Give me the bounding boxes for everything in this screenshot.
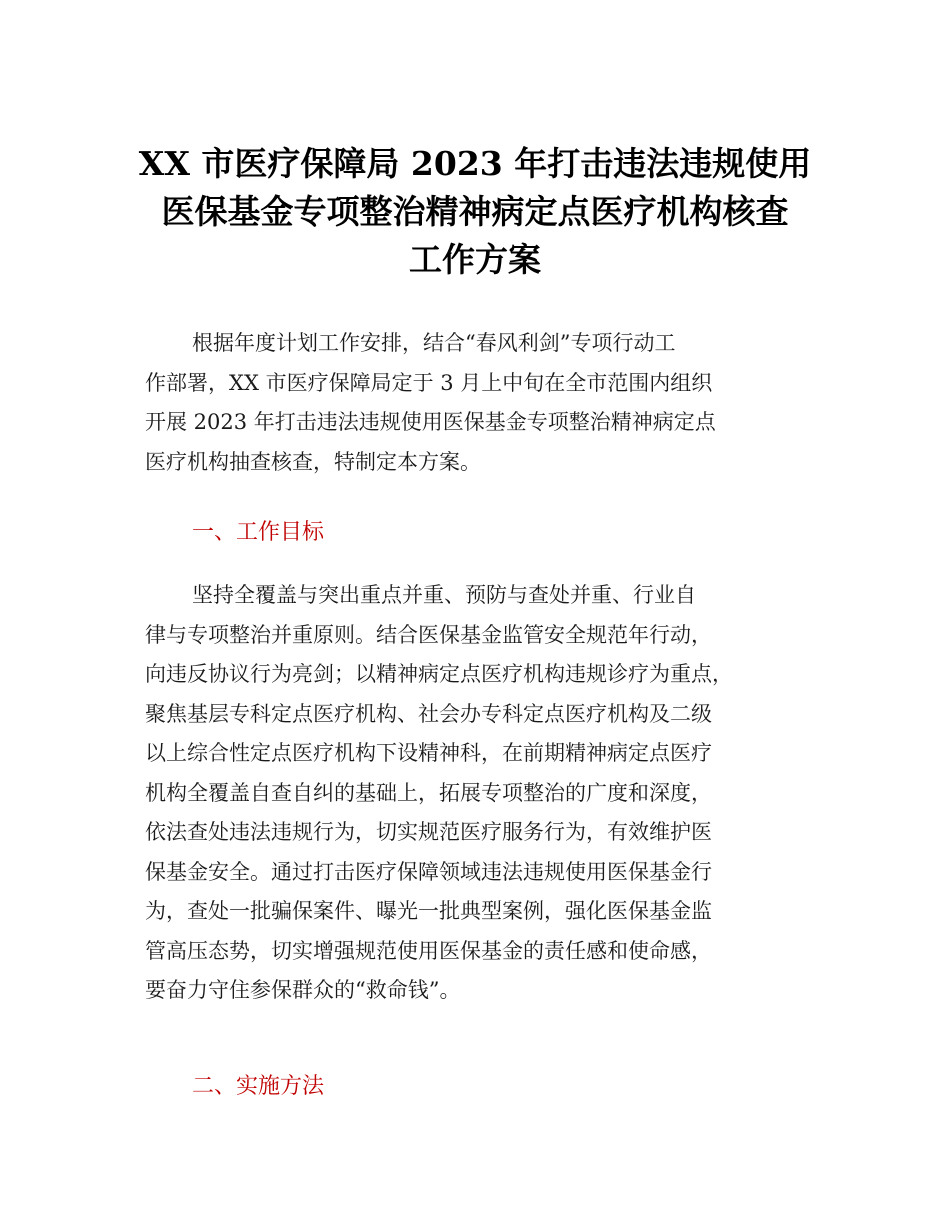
section-heading-goals: 一、工作目标 [192, 520, 325, 545]
title-line-3: 工作方案 [409, 240, 541, 279]
intro-line-2: 作部署，XX 市医疗保障局定于 3 月上中旬在全市范围内组织 [145, 370, 713, 395]
goals-line-5: 以上综合性定点医疗机构下设精神科，在前期精神病定点医疗 [145, 741, 712, 765]
goals-line-7: 依法查处违法违规行为，切实规范医疗服务行为，有效维护医 [145, 820, 712, 844]
goals-line-8: 保基金安全。通过打击医疗保障领域违法违规使用医保基金行 [145, 859, 712, 884]
goals-line-1: 坚持全覆盖与突出重点并重、预防与查处并重、行业自 [192, 583, 696, 607]
title-line-1: XX 市医疗保障局 2023 年打击违法违规使用 [138, 144, 812, 183]
goals-line-4: 聚焦基层专科定点医疗机构、社会办专科定点医疗机构及二级 [145, 701, 712, 726]
intro-line-1: 根据年度计划工作安排，结合“春风利剑”专项行动工 [192, 331, 676, 355]
goals-line-10: 管高压态势，切实增强规范使用医保基金的责任感和使命感， [145, 938, 712, 963]
goals-line-2: 律与专项整治并重原则。结合医保基金监管安全规范年行动， [145, 622, 712, 647]
intro-paragraph [145, 324, 835, 482]
title-line-2: 医保基金专项整治精神病定点医疗机构核查 [161, 192, 789, 231]
document-title [100, 140, 850, 284]
goals-paragraph [145, 576, 835, 1011]
section-heading-methods: 二、实施方法 [192, 1074, 325, 1099]
intro-line-3: 开展 2023 年打击违法违规使用医保基金专项整治精神病定点 [145, 410, 716, 434]
goals-line-11: 要奋力守住参保群众的“救命钱”。 [145, 978, 461, 1002]
goals-line-3: 向违反协议行为亮剑；以精神病定点医疗机构违规诊疗为重点， [145, 662, 733, 686]
intro-line-4: 医疗机构抽查核查，特制定本方案。 [145, 449, 481, 474]
goals-line-9: 为，查处一批骗保案件、曝光一批典型案例，强化医保基金监 [145, 899, 712, 923]
goals-line-6: 机构全覆盖自查自纠的基础上，拓展专项整治的广度和深度， [145, 780, 712, 805]
